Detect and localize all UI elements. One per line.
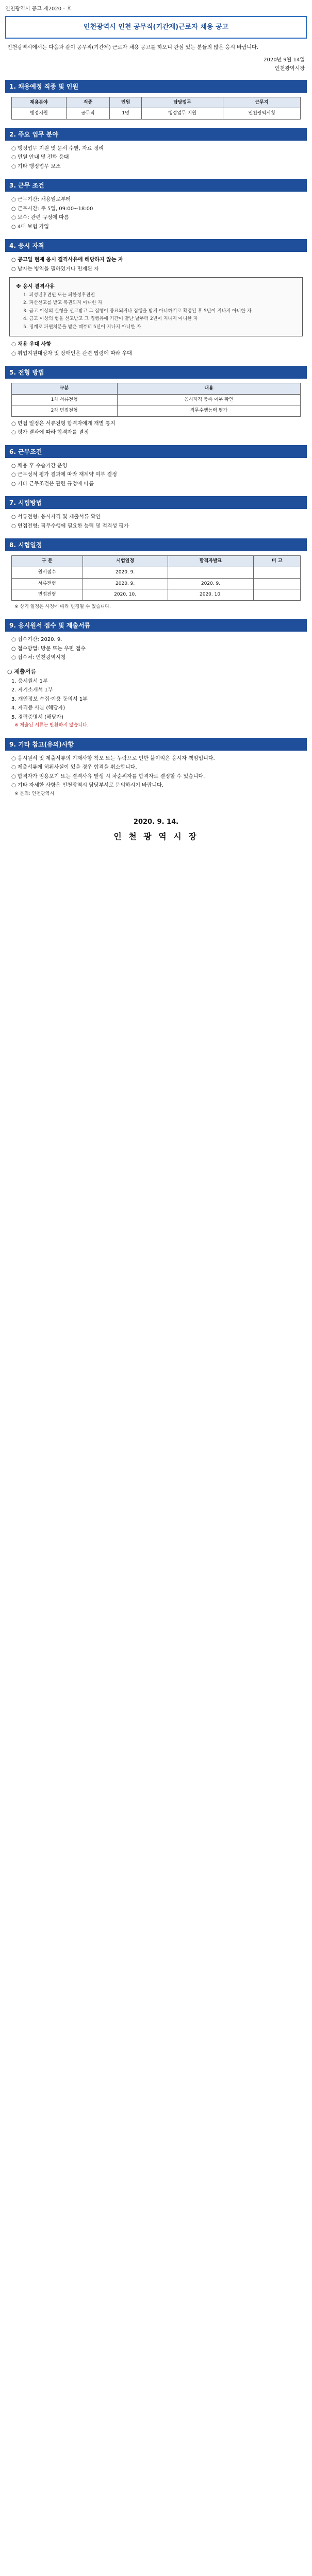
table-cell: 2020. 10. <box>168 589 254 601</box>
list-item: ○ 보수: 관련 규정에 따름 <box>11 215 69 221</box>
list-item: ○ 근무성적 평가 결과에 따라 재계약 여부 결정 <box>11 472 117 478</box>
section-2-title: 2. 주요 업무 분야 <box>5 128 307 141</box>
table-cell: 직무수행능력 평가 <box>117 405 301 417</box>
section-9-title: 9. 응시원서 접수 및 제출서류 <box>5 619 307 632</box>
list-item: 1. 피성년후견인 또는 피한정후견인 <box>23 292 95 298</box>
table-cell: 원서접수 <box>11 567 83 579</box>
table-cell <box>254 589 301 601</box>
list-item: ○ 기타 행정업무 보조 <box>11 163 61 170</box>
list-item: 4. 자격증 사본 (해당자) <box>11 705 65 711</box>
list-item: 5. 경력증명서 (해당자) <box>11 714 63 720</box>
list-item: ○ 합격자가 임용포기 또는 결격사유 발생 시 차순위자를 합격자로 결정할 수 있습니다. <box>11 773 205 779</box>
list-item: ○ 채용 우대 사항 <box>11 342 52 348</box>
section-6-title: 6. 근무조건 <box>5 445 307 458</box>
notice-org: 인천광역시장 <box>275 65 305 72</box>
section-1-title: 1. 채용예정 직종 및 인원 <box>5 80 307 93</box>
table-cell: 인천광역시청 <box>223 108 300 120</box>
list-item: 1. 응시원서 1부 <box>11 678 48 684</box>
screening-table <box>11 383 301 417</box>
list-item: ○ 기타 자세한 사항은 인천광역시 담당부서로 문의하시기 바랍니다. <box>11 783 163 789</box>
list-item: ○ 응시원서 및 제출서류의 기재사항 착오 또는 누락으로 인한 불이익은 응시자 책임입니다. <box>11 755 215 761</box>
disqualification-box <box>9 277 303 336</box>
documents-note: ※ 제출된 서류는 반환하지 않습니다. <box>14 723 89 728</box>
table-header: 직종 <box>66 97 109 108</box>
table-cell: 2020. 10. <box>83 589 168 601</box>
table-row <box>11 108 301 120</box>
table-header: 내용 <box>117 383 301 395</box>
notice-title: 인천광역시 인천 공무직(기간제)근로자 채용 공고 <box>83 23 229 31</box>
table-cell: 2020. 9. <box>83 578 168 589</box>
table-row <box>11 567 301 579</box>
table-row <box>11 405 301 417</box>
list-item: 3. 개인정보 수집·이용 동의서 1부 <box>11 696 88 702</box>
table-header: 비 고 <box>254 556 301 567</box>
table-note: ※ 상기 일정은 사정에 따라 변경될 수 있습니다. <box>14 604 111 609</box>
list-item: ○ 행정업무 지원 및 문서 수발, 자료 정리 <box>11 145 104 151</box>
notice-number: 인천광역시 공고 제2020 - 호 <box>5 6 72 12</box>
list-item: ○ 면접전형: 직무수행에 필요한 능력 및 적격성 평가 <box>11 523 129 529</box>
list-item: ○ 근무기간: 채용일로부터 <box>11 197 71 203</box>
table-row <box>11 394 301 405</box>
table-row <box>11 578 301 589</box>
notice-title-box <box>5 16 307 39</box>
table-header: 합격자발표 <box>168 556 254 567</box>
contact-info: ※ 문의: 인천광역시 <box>14 791 55 796</box>
list-item: ○ 서류전형: 응시자격 및 제출서류 확인 <box>11 514 101 520</box>
list-item: 2. 파산선고를 받고 복권되지 아니한 자 <box>23 300 103 306</box>
table-cell: 면접전형 <box>11 589 83 601</box>
table-cell <box>254 578 301 589</box>
footer-org: 인 천 광 역 시 장 <box>113 832 199 842</box>
section-7-title: 7. 시험방법 <box>5 496 307 509</box>
table-cell <box>254 567 301 579</box>
table-header: 구 분 <box>11 556 83 567</box>
footer-date: 2020. 9. 14. <box>133 818 179 826</box>
section-5-title: 5. 전형 방법 <box>5 366 307 379</box>
list-item: ○ 공고일 현재 응시 결격사유에 해당하지 않는 자 <box>11 257 123 263</box>
section-8-title: 8. 시험일정 <box>5 538 307 551</box>
table-cell: 행정업무 지원 <box>142 108 223 120</box>
section-3-title: 3. 근무 조건 <box>5 179 307 192</box>
list-item: ○ 면접 일정은 서류전형 합격자에게 개별 통지 <box>11 420 116 427</box>
list-item: 4. 금고 이상의 형을 선고받고 그 집행유예 기간이 끝난 날부터 2년이 지나지 아니한 자 <box>23 316 198 322</box>
table-cell: 서류전형 <box>11 578 83 589</box>
list-item: ○ 남자는 병역을 필하였거나 면제된 자 <box>11 266 99 272</box>
list-item: ○ 제출서류에 허위사실이 있을 경우 합격을 취소합니다. <box>11 765 137 771</box>
table-header: 채용분야 <box>11 97 66 108</box>
table-cell: 응시자격 충족 여부 확인 <box>117 394 301 405</box>
list-item: ○ 4대 보험 가입 <box>11 224 49 230</box>
list-item: ○ 근무시간: 주 5일, 09:00~18:00 <box>11 206 93 212</box>
notice-page <box>5 0 307 842</box>
table-header: 담당업무 <box>142 97 223 108</box>
list-item: ○ 접수기간: 2020. 9. <box>11 637 62 643</box>
table-row <box>11 589 301 601</box>
notice-date: 2020년 9월 14일 <box>264 57 305 63</box>
table-header: 구분 <box>11 383 117 395</box>
list-item: ○ 기타 근무조건은 관련 규정에 따름 <box>11 481 94 487</box>
table-cell: 행정지원 <box>11 108 66 120</box>
documents-title: ○ 제출서류 <box>7 668 36 675</box>
table-cell: 2차 면접전형 <box>11 405 117 417</box>
list-item: ○ 취업지원대상자 및 장애인은 관련 법령에 따라 우대 <box>11 350 132 357</box>
box-title: ※ 응시 결격사유 <box>16 284 55 290</box>
table-cell: 1차 서류전형 <box>11 394 117 405</box>
table-header-row <box>11 97 301 108</box>
list-item: ○ 접수방법: 방문 또는 우편 접수 <box>11 646 86 652</box>
table-cell: 2020. 9. <box>83 567 168 579</box>
table-header-row <box>11 383 301 395</box>
section-4-title: 4. 응시 자격 <box>5 239 307 252</box>
list-item: ○ 민원 안내 및 전화 응대 <box>11 155 69 161</box>
list-item: ○ 채용 후 수습기간 운영 <box>11 463 68 469</box>
list-item: 5. 징계로 파면처분을 받은 때부터 5년이 지나지 아니한 자 <box>23 324 141 330</box>
list-item: 2. 자기소개서 1부 <box>11 687 53 693</box>
list-item: ○ 접수처: 인천광역시청 <box>11 655 66 661</box>
table-cell: 공무직 <box>66 108 109 120</box>
schedule-table <box>11 555 301 600</box>
section-10-title: 9. 기타 참고(유의)사항 <box>5 738 307 751</box>
table-header: 시험일정 <box>83 556 168 567</box>
list-item: ○ 평가 결과에 따라 합격자를 결정 <box>11 430 89 436</box>
recruit-table <box>11 97 301 120</box>
list-item: 3. 금고 이상의 실형을 선고받고 그 집행이 종료되거나 집행을 받지 아니하기로 확정된 후 5년이 지나지 아니한 자 <box>23 308 252 314</box>
table-cell: 2020. 9. <box>168 578 254 589</box>
notice-intro: 인천광역시에서는 다음과 같이 공무직(기간제) 근로자 채용 공고를 하오니 관심 있는 분들의 많은 응시 바랍니다. <box>7 44 259 50</box>
table-header-row <box>11 556 301 567</box>
table-cell <box>168 567 254 579</box>
table-header: 인원 <box>110 97 142 108</box>
table-header: 근무지 <box>223 97 300 108</box>
table-cell: 1명 <box>110 108 142 120</box>
